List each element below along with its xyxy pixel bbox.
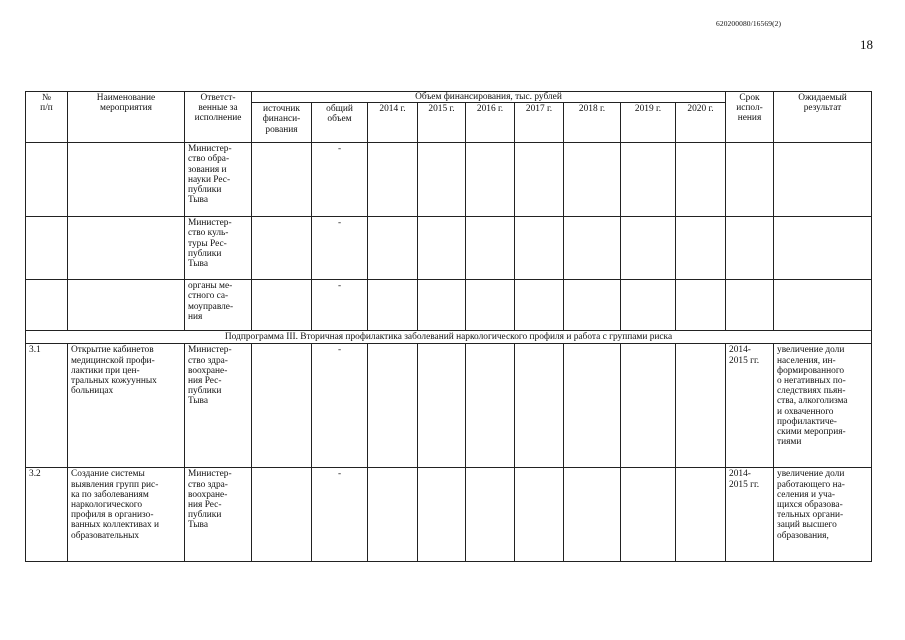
row-year-cell xyxy=(368,468,418,562)
header-name: Наименование мероприятия xyxy=(68,92,185,143)
row-year-cell xyxy=(418,468,466,562)
row-name xyxy=(68,143,185,217)
row-name: Открытие кабинетов медицинской профи- лактики при цен- тральных кожуунных больницах xyxy=(68,344,185,468)
row-responsible: Министер- ство обра- зования и науки Рес- публики Тыва xyxy=(185,143,252,217)
header-year-2015: 2015 г. xyxy=(418,103,466,143)
row-result xyxy=(774,143,872,217)
page-number: 18 xyxy=(860,37,873,52)
row-year-cell xyxy=(676,143,726,217)
row-result xyxy=(774,217,872,280)
row-responsible: органы ме- стного са- моуправле- ния xyxy=(185,280,252,331)
row-year-cell xyxy=(515,143,564,217)
header-term: Срок испол- нения xyxy=(726,92,774,143)
row-term xyxy=(726,143,774,217)
row-result: увеличение доли работающего на- селения и уча- щихся образова- тельных органи- заций высшего образования, xyxy=(774,468,872,562)
header-result: Ожидаемый результат xyxy=(774,92,872,143)
row-year-cell xyxy=(515,280,564,331)
row-year-cell xyxy=(676,344,726,468)
row-year-cell xyxy=(418,344,466,468)
table-row xyxy=(26,468,872,562)
row-term: 2014- 2015 гг. xyxy=(726,344,774,468)
row-responsible: Министер- ство куль- туры Рес- публики Тыва xyxy=(185,217,252,280)
row-source xyxy=(252,344,312,468)
row-year-cell xyxy=(564,468,621,562)
row-year-cell xyxy=(466,468,515,562)
subprogram-heading-row xyxy=(26,331,872,344)
row-source xyxy=(252,468,312,562)
row-year-cell xyxy=(418,217,466,280)
row-total: - xyxy=(312,344,368,468)
row-name xyxy=(68,280,185,331)
header-total: общий объем xyxy=(312,103,368,143)
header-year-2019: 2019 г. xyxy=(621,103,676,143)
row-year-cell xyxy=(515,344,564,468)
row-num xyxy=(26,280,68,331)
header-row-1 xyxy=(26,92,872,103)
row-responsible: Министер- ство здра- воохране- ния Рес- публики Тыва xyxy=(185,344,252,468)
header-responsible: Ответст- венные за исполнение xyxy=(185,92,252,143)
row-year-cell xyxy=(466,217,515,280)
row-year-cell xyxy=(676,468,726,562)
header-funding: Объем финансирования, тыс. рублей xyxy=(252,92,726,103)
program-table xyxy=(25,91,872,562)
row-year-cell xyxy=(418,280,466,331)
table-row xyxy=(26,344,872,468)
row-name xyxy=(68,217,185,280)
row-num xyxy=(26,217,68,280)
row-year-cell xyxy=(466,143,515,217)
row-total: - xyxy=(312,143,368,217)
row-year-cell xyxy=(515,468,564,562)
table-row xyxy=(26,143,872,217)
row-year-cell xyxy=(564,280,621,331)
row-year-cell xyxy=(466,280,515,331)
row-term xyxy=(726,280,774,331)
row-year-cell xyxy=(418,143,466,217)
row-year-cell xyxy=(368,217,418,280)
row-year-cell xyxy=(368,143,418,217)
row-year-cell xyxy=(621,280,676,331)
header-year-2020: 2020 г. xyxy=(676,103,726,143)
row-num: 3.2 xyxy=(26,468,68,562)
row-term xyxy=(726,217,774,280)
header-num: № п/п xyxy=(26,92,68,143)
row-source xyxy=(252,143,312,217)
row-year-cell xyxy=(564,217,621,280)
table-row xyxy=(26,280,872,331)
row-term: 2014- 2015 гг. xyxy=(726,468,774,562)
row-year-cell xyxy=(621,143,676,217)
table-row xyxy=(26,217,872,280)
row-year-cell xyxy=(676,280,726,331)
header-year-2016: 2016 г. xyxy=(466,103,515,143)
row-num xyxy=(26,143,68,217)
row-year-cell xyxy=(368,280,418,331)
header-year-2018: 2018 г. xyxy=(564,103,621,143)
row-num: 3.1 xyxy=(26,344,68,468)
header-year-2017: 2017 г. xyxy=(515,103,564,143)
row-year-cell xyxy=(564,143,621,217)
row-year-cell xyxy=(621,344,676,468)
row-total: - xyxy=(312,468,368,562)
row-total: - xyxy=(312,280,368,331)
header-year-2014: 2014 г. xyxy=(368,103,418,143)
row-year-cell xyxy=(466,344,515,468)
row-year-cell xyxy=(621,468,676,562)
row-year-cell xyxy=(515,217,564,280)
header-source: источник финанси- рования xyxy=(252,103,312,143)
row-year-cell xyxy=(368,344,418,468)
row-source xyxy=(252,217,312,280)
row-responsible: Министер- ство здра- воохране- ния Рес- публики Тыва xyxy=(185,468,252,562)
row-year-cell xyxy=(564,344,621,468)
subprogram-heading: Подпрограмма III. Вторичная профилактика заболеваний наркологического профиля и работа с группами риска xyxy=(26,331,872,344)
row-result xyxy=(774,280,872,331)
row-year-cell xyxy=(621,217,676,280)
document-id: 620200080/16569(2) xyxy=(716,19,782,28)
row-source xyxy=(252,280,312,331)
row-year-cell xyxy=(676,217,726,280)
row-name: Создание системы выявления групп рис- ка по заболеваниям наркологического профиля в организо- ванных коллективах и образовательных xyxy=(68,468,185,562)
row-total: - xyxy=(312,217,368,280)
row-result: увеличение доли населения, ин- формированного о негативных по- следствиях пьян- ства, алкоголизма и охваченного профилактиче- скими мероприя- тиями xyxy=(774,344,872,468)
